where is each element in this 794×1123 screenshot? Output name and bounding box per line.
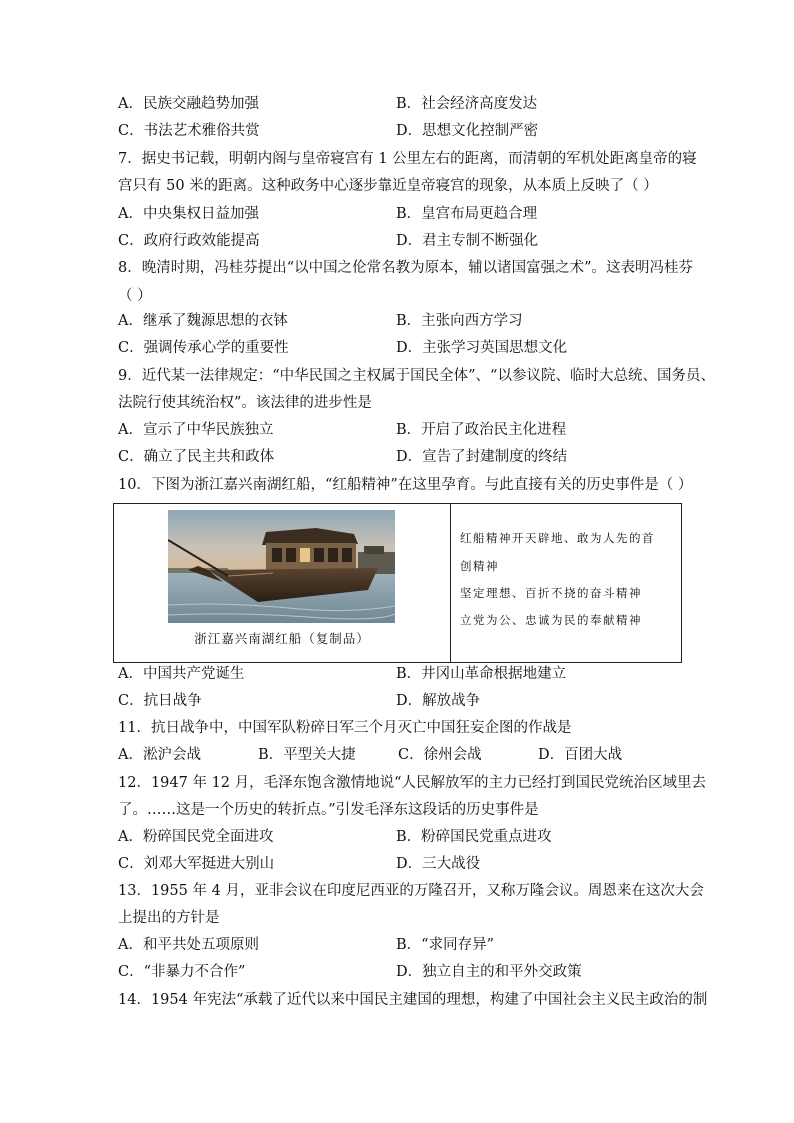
q7-stem-line1: 7．据史书记载，明朝内阁与皇帝寝宫有 1 公里左右的距离，而清朝的军机处距离皇帝的寝: [118, 151, 697, 167]
q10-option-c: C．抗日战争: [118, 693, 202, 709]
q6-option-d: D．思想文化控制严密: [396, 123, 539, 139]
red-boat-spirit-line4: 立党为公、忠诚为民的奉献精神: [460, 613, 642, 627]
q13-option-d: D．独立自主的和平外交政策: [396, 964, 582, 980]
q10-option-b: B．井冈山革命根据地建立: [396, 666, 567, 682]
q13-option-a: A．和平共处五项原则: [118, 937, 259, 953]
q12-option-b: B．粉碎国民党重点进攻: [396, 829, 552, 845]
q8-option-c: C．强调传承心学的重要性: [118, 340, 289, 356]
q12-stem-line2: 了。……这是一个历史的转折点。”引发毛泽东这段话的历史事件是: [118, 802, 539, 818]
q7-option-c: C．政府行政效能提高: [118, 233, 260, 249]
q8-stem-line1: 8．晚清时期，冯桂芬提出“以中国之伦常名教为原本，辅以诸国富强之术”。这表明冯桂芬: [118, 260, 694, 276]
q9-option-b: B．开启了政治民主化进程: [396, 422, 567, 438]
q13-stem-line1: 13．1955 年 4 月，亚非会议在印度尼西亚的万隆召开，又称万隆会议。周恩来在这次大会: [118, 883, 704, 899]
q6-option-a: A．民族交融趋势加强: [118, 96, 259, 112]
q12-option-d: D．三大战役: [396, 856, 481, 872]
q10-option-a: A．中国共产党诞生: [118, 666, 245, 682]
q6-option-c: C．书法艺术雅俗共赏: [118, 123, 260, 139]
photo-caption: 浙江嘉兴南湖红船（复制品）: [194, 631, 370, 646]
q8-stem-line2: （ ）: [118, 288, 152, 304]
q8-option-a: A．继承了魏源思想的衣钵: [118, 313, 288, 329]
q7-option-b: B．皇宫布局更趋合理: [396, 206, 538, 222]
q12-option-a: A．粉碎国民党全面进攻: [118, 829, 274, 845]
q11-option-b: B．平型关大捷: [258, 747, 356, 763]
q13-stem-line2: 上提出的方针是: [118, 910, 220, 926]
q8-option-b: B．主张向西方学习: [396, 313, 523, 329]
q11-stem-line1: 11．抗日战争中，中国军队粉碎日军三个月灭亡中国狂妄企图的作战是: [118, 720, 572, 736]
q12-option-c: C．刘邓大军挺进大别山: [118, 856, 275, 872]
q6-option-b: B．社会经济高度发达: [396, 96, 538, 112]
red-boat-photo: [168, 510, 395, 623]
red-boat-spirit-line3: 坚定理想、百折不挠的奋斗精神: [460, 586, 642, 600]
q9-stem-line2: 法院行使其统治权”。该法律的进步性是: [118, 395, 372, 411]
q9-option-c: C．确立了民主共和政体: [118, 449, 275, 465]
q9-option-a: A．宣示了中华民族独立: [118, 422, 274, 438]
q9-option-d: D．宣告了封建制度的终结: [396, 449, 568, 465]
q7-option-d: D．君主专制不断强化: [396, 233, 539, 249]
table-divider: [450, 504, 451, 662]
red-boat-spirit-line1: 红船精神开天辟地、敢为人先的首: [460, 531, 655, 545]
q9-stem-line1: 9．近代某一法律规定：“中华民国之主权属于国民全体”、“以参议院、临时大总统、国务员、: [118, 368, 715, 384]
q8-option-d: D．主张学习英国思想文化: [396, 340, 568, 356]
red-boat-spirit-line2: 创精神: [460, 559, 499, 573]
q10-option-d: D．解放战争: [396, 693, 481, 709]
q13-option-c: C．“非暴力不合作”: [118, 964, 246, 980]
q7-stem-line2: 宫只有 50 米的距离。这种政务中心逐步靠近皇帝寝宫的现象，从本质上反映了（ ）: [118, 178, 658, 194]
q10-figure-table: [113, 503, 682, 663]
q13-option-b: B．“求同存异”: [396, 937, 494, 953]
q10-stem-line1: 10．下图为浙江嘉兴南湖红船，“红船精神”在这里孕育。与此直接有关的历史事件是（ ）: [118, 477, 693, 493]
q14-stem-line1: 14．1954 年宪法“承载了近代以来中国民主建国的理想，构建了中国社会主义民主政治的制: [118, 992, 708, 1008]
q7-option-a: A．中央集权日益加强: [118, 206, 259, 222]
q11-option-a: A．淞沪会战: [118, 747, 201, 763]
q11-option-d: D．百团大战: [538, 747, 623, 763]
q11-option-c: C．徐州会战: [398, 747, 482, 763]
q12-stem-line1: 12．1947 年 12 月，毛泽东饱含激情地说“人民解放军的主力已经打到国民党统治区域里去: [118, 775, 707, 791]
